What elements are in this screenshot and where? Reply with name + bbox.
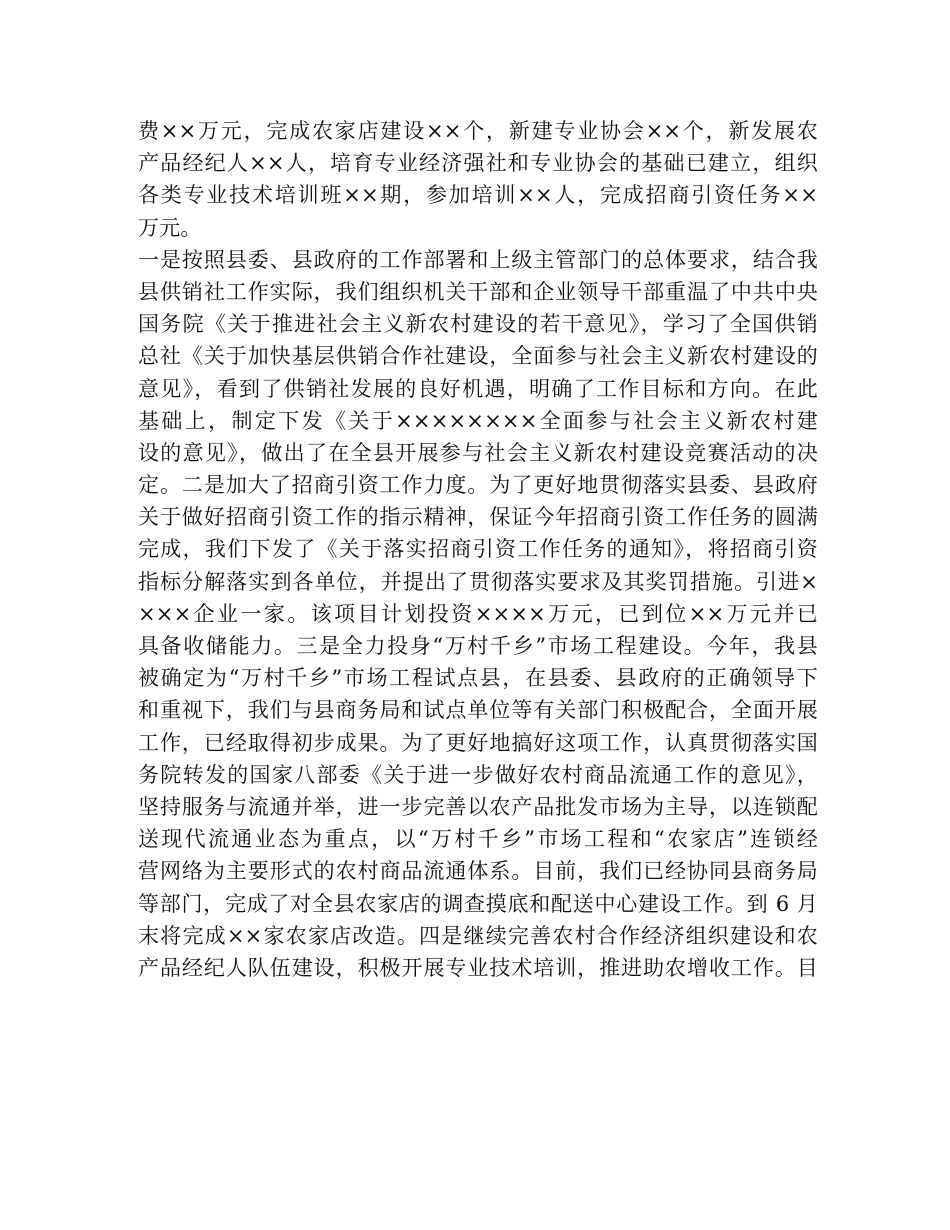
text-line-4: 万元。 — [138, 215, 202, 240]
text-line-7: 国务院《关于推进社会主义新农村建设的若干意见》，学习了全国供销 — [138, 312, 818, 337]
text-line-16: ×××企业一家。该项目计划投资××××万元，已到位××万元并已 — [138, 601, 818, 626]
text-line-14: 完成，我们下发了《关于落实招商引资工作任务的通知》，将招商引资 — [138, 537, 818, 562]
body-text — [138, 115, 818, 984]
text-line-22: 坚持服务与流通并举，进一步完善以农产品批发市场为主导，以连锁配 — [138, 794, 818, 819]
text-line-19: 和重视下，我们与县商务局和试点单位等有关部门积极配合，全面开展 — [138, 698, 818, 723]
text-line-11: 设的意见》，做出了在全县开展参与社会主义新农村建设竞赛活动的决 — [138, 440, 818, 465]
text-line-26: 末将完成××家农家店改造。四是继续完善农村合作经济组织建设和农 — [138, 923, 818, 948]
text-line-17: 具备收储能力。三是全力投身“万村千乡”市场工程建设。今年，我县 — [138, 634, 818, 658]
text-line-15: 指标分解落实到各单位，并提出了贯彻落实要求及其奖罚措施。引进× — [138, 569, 818, 594]
text-line-9: 意见》，看到了供销社发展的良好机遇，明确了工作目标和方向。在此 — [138, 376, 818, 401]
text-line-8: 总社《关于加快基层供销合作社建设，全面参与社会主义新农村建设的 — [138, 344, 818, 369]
text-line-6: 县供销社工作实际，我们组织机关干部和企业领导干部重温了中共中央 — [138, 279, 818, 304]
text-line-10: 基础上，制定下发《关于××××××××全面参与社会主义新农村建 — [138, 408, 818, 433]
text-line-23: 送现代流通业态为重点，以“万村千乡”市场工程和“农家店”连锁经 — [138, 827, 818, 852]
text-line-27: 产品经纪人队伍建设，积极开展专业技术培训，推进助农增收工作。目 — [138, 955, 818, 980]
text-line-2: 产品经纪人××人，培育专业经济强社和专业协会的基础已建立，组织 — [138, 151, 818, 176]
text-line-3: 各类专业技术培训班××期，参加培训××人，完成招商引资任务×× — [138, 183, 818, 208]
text-line-12: 定。二是加大了招商引资工作力度。为了更好地贯彻落实县委、县政府 — [138, 473, 818, 498]
text-line-13: 关于做好招商引资工作的指示精神，保证今年招商引资工作任务的圆满 — [138, 505, 818, 530]
text-line-5: 一是按照县委、县政府的工作部署和上级主管部门的总体要求，结合我 — [138, 247, 818, 272]
text-line-18: 被确定为“万村千乡”市场工程试点县，在县委、县政府的正确领导下 — [138, 666, 818, 691]
text-line-24: 营网络为主要形式的农村商品流通体系。目前，我们已经协同县商务局 — [138, 859, 818, 884]
text-line-1: 费××万元，完成农家店建设××个，新建专业协会××个，新发展农 — [138, 119, 818, 143]
text-line-20: 工作，已经取得初步成果。为了更好地搞好这项工作，认真贯彻落实国 — [138, 730, 818, 755]
text-line-21: 务院转发的国家八部委《关于进一步做好农村商品流通工作的意见》， — [138, 762, 818, 787]
text-line-25: 等部门，完成了对全县农家店的调查摸底和配送中心建设工作。到 6 月 — [138, 891, 818, 916]
